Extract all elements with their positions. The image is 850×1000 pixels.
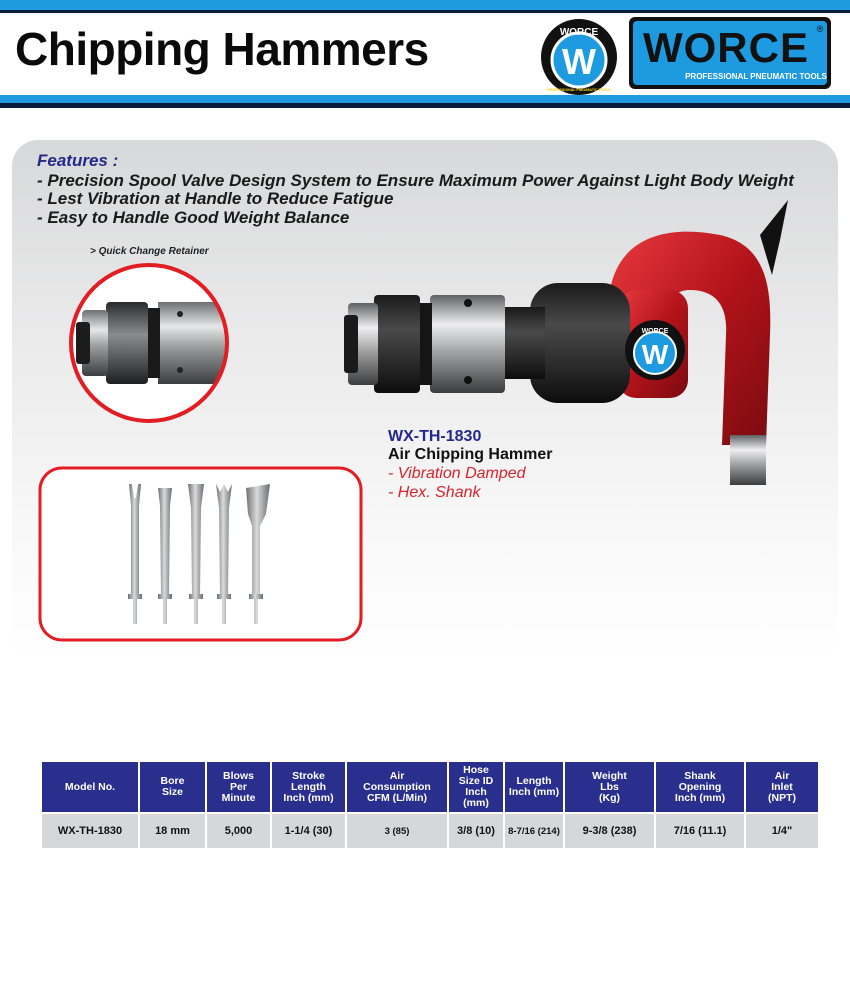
product-feature: - Hex. Shank (388, 484, 481, 501)
svg-text:W: W (562, 41, 596, 82)
column-header-shank-opening: Shank Opening Inch (mm) (655, 762, 745, 813)
cell-length: 8-7/16 (214) (504, 813, 564, 848)
chisel-set-image (38, 466, 363, 642)
column-header-length: Length Inch (mm) (504, 762, 564, 813)
table-row (42, 813, 818, 848)
cell-blows-per-minute: 5,000 (206, 813, 271, 848)
header-top-stripe (0, 0, 850, 10)
column-header-bore-size: Bore Size (139, 762, 206, 813)
feature-item: - Precision Spool Valve Design System to Ensure Maximum Power Against Light Body Weight (37, 171, 794, 190)
product-model: WX-TH-1830 (388, 428, 482, 445)
header-top-dark-stripe (0, 10, 850, 13)
worce-rect-logo (628, 16, 832, 90)
cell-stroke-length: 1-1/4 (30) (271, 813, 346, 848)
cell-air-inlet: 1/4" (745, 813, 818, 848)
quick-change-retainer-image (68, 262, 230, 424)
column-header-model-no: Model No. (42, 762, 139, 813)
spec-table (42, 762, 818, 848)
cell-shank-opening: 7/16 (11.1) (655, 813, 745, 848)
product-feature: - Vibration Damped (388, 465, 526, 482)
header-bottom-dark-stripe (0, 103, 850, 108)
features-title: Features : (37, 151, 119, 170)
header-bottom-stripe (0, 95, 850, 103)
svg-text:W: W (641, 339, 669, 370)
feature-item: - Lest Vibration at Handle to Reduce Fatigue (37, 189, 394, 208)
svg-text:®: ® (816, 24, 824, 34)
cell-weight: 9-3/8 (238) (564, 813, 655, 848)
cell-hose-size: 3/8 (10) (448, 813, 504, 848)
product-name: Air Chipping Hammer (388, 446, 553, 463)
cell-model-no: WX-TH-1830 (42, 813, 139, 848)
feature-item: - Easy to Handle Good Weight Balance (37, 208, 350, 227)
svg-text:PROFESSIONAL PNEUMATIC TOOLS: PROFESSIONAL PNEUMATIC TOOLS (685, 72, 827, 81)
quick-change-callout-label: > Quick Change Retainer (90, 246, 209, 257)
cell-bore-size: 18 mm (139, 813, 206, 848)
column-header-stroke-length: Stroke Length Inch (mm) (271, 762, 346, 813)
svg-text:WORCE: WORCE (559, 27, 599, 38)
column-header-blows-per-minute: Blows Per Minute (206, 762, 271, 813)
svg-text:WORCE: WORCE (641, 328, 669, 335)
cell-air-consumption: 3 (85) (346, 813, 448, 848)
spec-table-header-row (42, 762, 818, 813)
svg-text:WORCE: WORCE (643, 24, 809, 71)
column-header-hose-size: Hose Size ID Inch (mm) (448, 762, 504, 813)
column-header-air-consumption: Air Consumption CFM (L/Min) (346, 762, 448, 813)
page-title: Chipping Hammers (15, 23, 429, 75)
column-header-weight: Weight Lbs (Kg) (564, 762, 655, 813)
worce-round-logo (540, 18, 618, 96)
svg-text:PROFESSIONAL PNEUMATIC TOOLS: PROFESSIONAL PNEUMATIC TOOLS (547, 88, 611, 92)
column-header-air-inlet: Air Inlet (NPT) (745, 762, 818, 813)
